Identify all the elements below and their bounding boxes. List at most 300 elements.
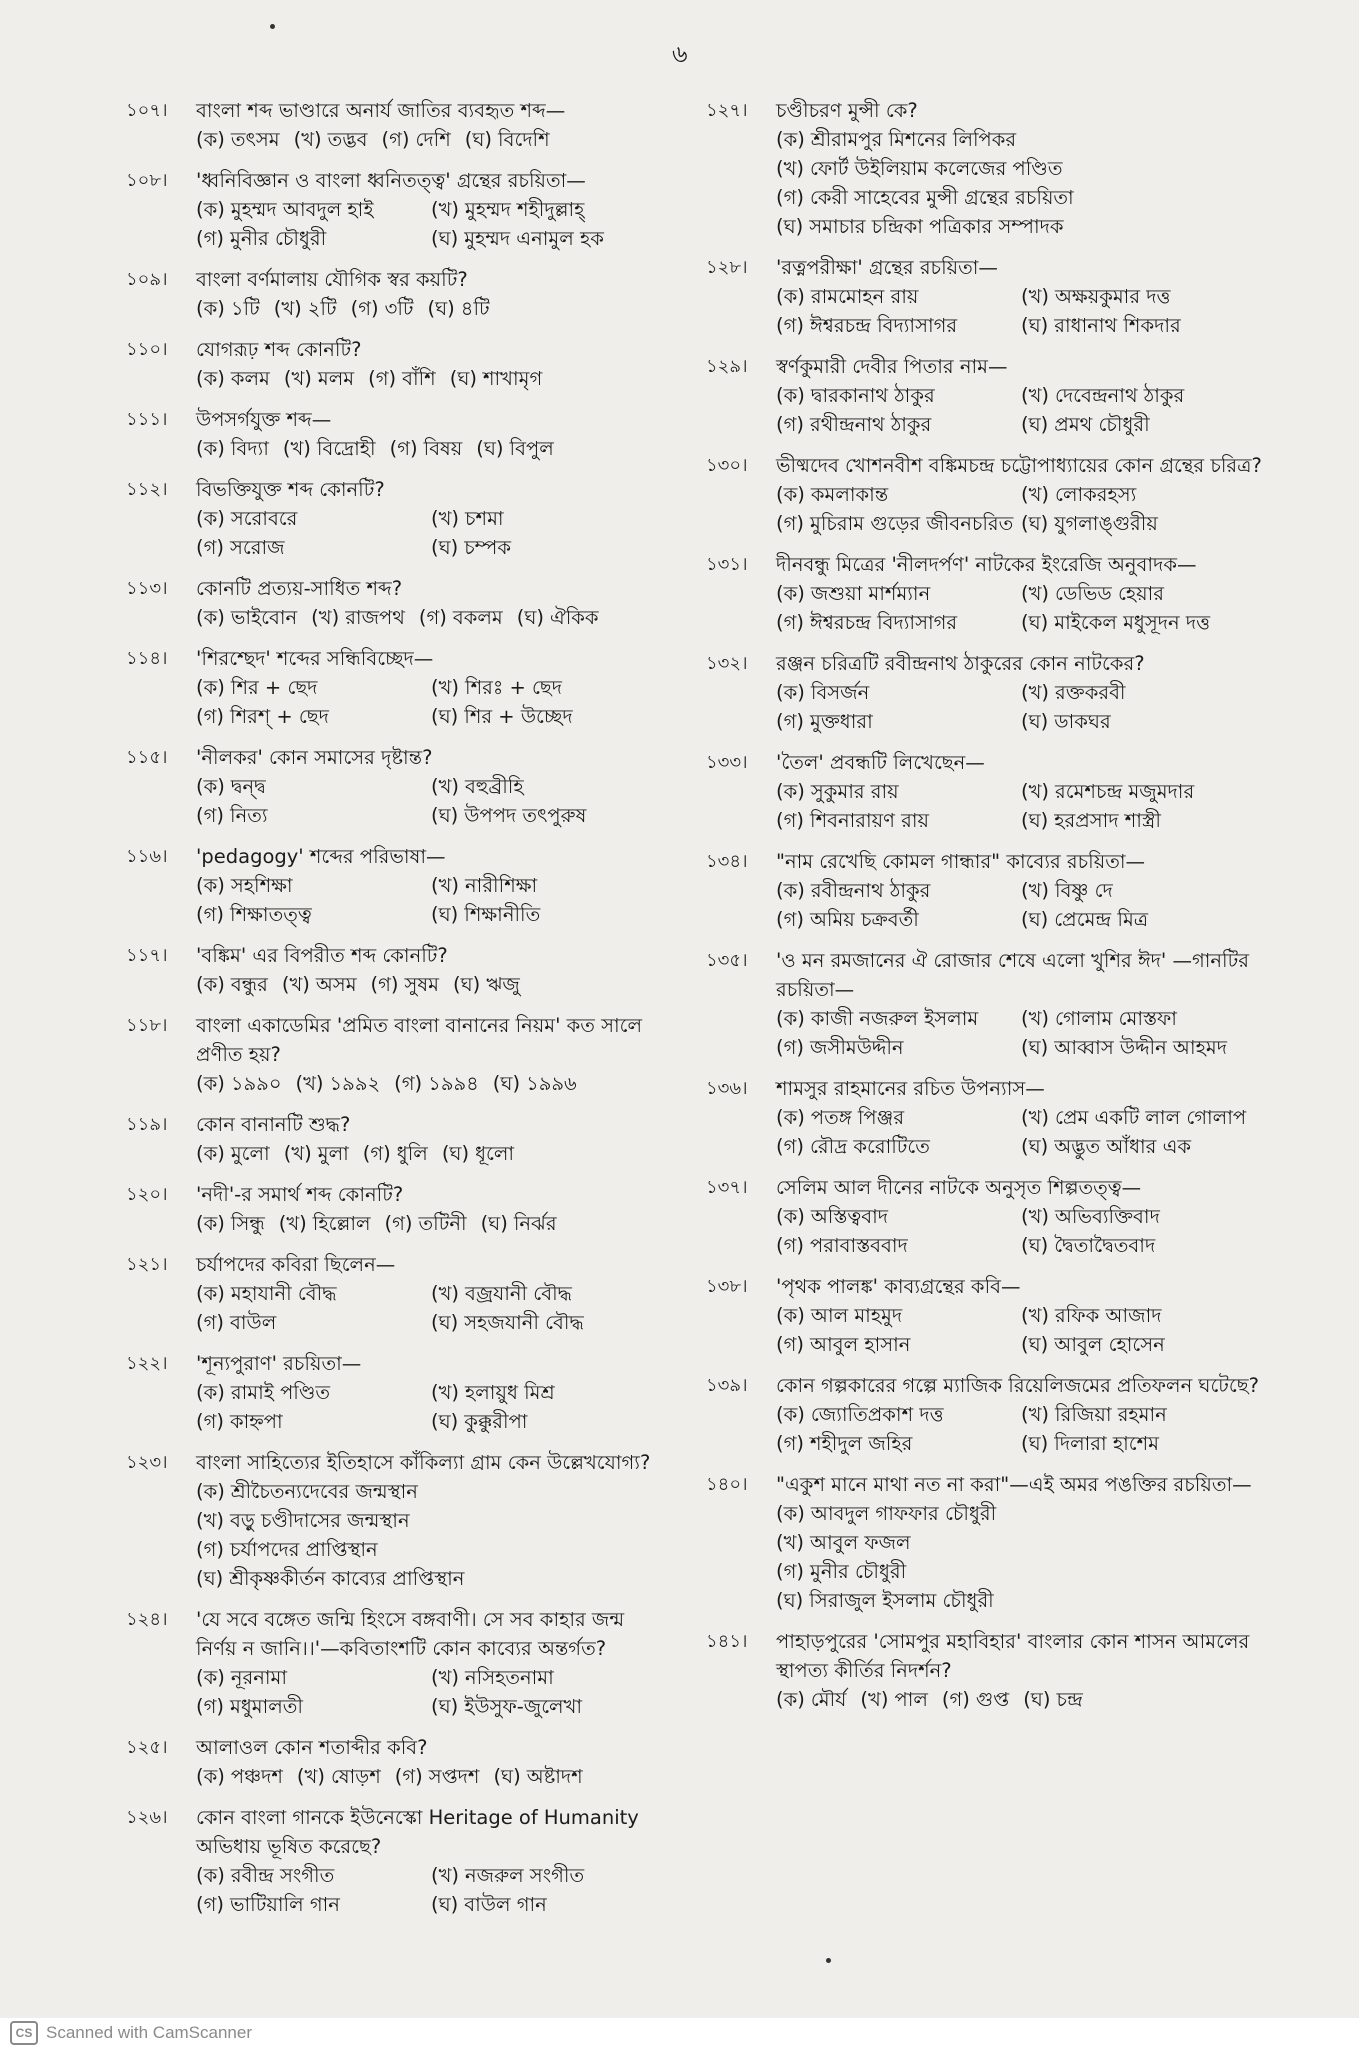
- option-marker: (ঘ): [427, 297, 455, 320]
- option-text: ২টি: [307, 297, 337, 320]
- option-marker: (খ): [431, 676, 460, 699]
- answer-option: [196, 1209, 265, 1238]
- option-text: রৌদ্র করোটিতে: [810, 1135, 930, 1158]
- answer-option: [296, 1069, 381, 1098]
- question-item: [126, 1110, 666, 1168]
- option-marker: (গ): [776, 413, 804, 436]
- option-text: সহশিক্ষা: [230, 874, 293, 897]
- option-list: [776, 876, 1266, 934]
- answer-option: [431, 1663, 666, 1692]
- option-marker: (ঘ): [1021, 413, 1049, 436]
- answer-option: [395, 1762, 480, 1791]
- option-text: চম্পক: [464, 536, 512, 559]
- option-marker: (গ): [196, 1538, 224, 1561]
- answer-option: [431, 871, 666, 900]
- question-number: ১১৬।: [126, 846, 168, 867]
- question-number: ১৩৩।: [706, 752, 748, 773]
- option-marker: (ঘ): [1023, 1688, 1051, 1711]
- question-stem: 'রত্নপরীক্ষা' গ্রন্থের রচয়িতা—: [776, 256, 998, 279]
- question-item: [706, 96, 1266, 241]
- option-text: ধুলি: [396, 1142, 428, 1165]
- answer-option: [196, 1692, 431, 1721]
- question-stem: উপসর্গযুক্ত শব্দ—: [196, 408, 332, 431]
- answer-option: [431, 702, 666, 731]
- option-marker: (ঘ): [431, 1410, 459, 1433]
- option-marker: (ঘ): [431, 227, 459, 250]
- option-text: আব্বাস উদ্দীন আহমদ: [1054, 1036, 1227, 1059]
- option-marker: (গ): [389, 437, 418, 460]
- option-marker: (ক): [196, 198, 225, 221]
- option-text: প্রেমেন্দ্র মিত্র: [1054, 908, 1149, 931]
- answer-option: [431, 1378, 666, 1407]
- option-marker: (ঘ): [1021, 314, 1049, 337]
- answer-option: [776, 282, 1021, 311]
- option-marker: (খ): [431, 1864, 460, 1887]
- option-marker: (খ): [311, 606, 340, 629]
- question-stem: শামসুর রাহমানের রচিত উপন্যাস—: [776, 1077, 1045, 1100]
- option-text: নিত্য: [230, 804, 268, 827]
- option-marker: (ক): [776, 1007, 805, 1030]
- option-list: [196, 504, 666, 562]
- option-marker: (ক): [196, 676, 225, 699]
- answer-option: [196, 702, 431, 731]
- question-stem: বাংলা বর্ণমালায় যৌগিক স্বর কয়টি?: [196, 268, 468, 291]
- ink-speck: [826, 1958, 831, 1963]
- option-text: মুহম্মদ শহীদুল্লাহ্: [465, 198, 585, 221]
- question-stem: 'ধ্বনিবিজ্ঞান ও বাংলা ধ্বনিতত্ত্ব' গ্রন্থের রচয়িতা—: [196, 169, 586, 192]
- option-marker: (খ): [776, 1531, 805, 1554]
- answer-option: [1021, 579, 1266, 608]
- question-stem: দীনবন্ধু মিত্রের 'নীলদর্পণ' নাটকের ইংরেজি অনুবাদক—: [776, 553, 1197, 576]
- option-marker: (ক): [196, 1480, 225, 1503]
- answer-option: [311, 603, 405, 632]
- option-text: দ্বৈতাদ্বৈতবাদ: [1054, 1234, 1156, 1257]
- option-marker: (ঘ): [464, 128, 493, 151]
- option-marker: (ক): [196, 1072, 225, 1095]
- option-text: বিদ্যা: [230, 437, 269, 460]
- option-list: [196, 1861, 666, 1919]
- answer-option: [465, 125, 550, 154]
- option-text: বন্ধুর: [230, 973, 268, 996]
- option-text: হলায়ুধ মিশ্র: [465, 1381, 555, 1404]
- question-item: [706, 550, 1266, 637]
- option-text: বাউল গান: [464, 1893, 547, 1916]
- option-text: বড়ু চণ্ডীদাসের জন্মস্থান: [230, 1509, 410, 1532]
- question-stem: 'নদী'-র সমার্থ শব্দ কোনটি?: [196, 1183, 404, 1206]
- option-text: আবুল হাসান: [810, 1333, 911, 1356]
- ink-speck: [270, 24, 275, 29]
- answer-option: [776, 876, 1021, 905]
- answer-option: [196, 125, 280, 154]
- option-marker: (ঘ): [431, 536, 459, 559]
- option-list: [776, 678, 1266, 736]
- answer-option: [196, 970, 268, 999]
- option-text: হরপ্রসাদ শাস্ত্রী: [1054, 809, 1161, 832]
- option-text: শ্রীরামপুর মিশনের লিপিকর: [810, 128, 1017, 151]
- answer-option: [368, 364, 436, 393]
- answer-option: [776, 1301, 1021, 1330]
- option-text: অভিব্যক্তিবাদ: [1055, 1205, 1160, 1228]
- option-marker: (ক): [776, 1403, 805, 1426]
- option-text: রক্তকরবী: [1055, 681, 1126, 704]
- answer-option: [196, 1564, 666, 1593]
- answer-option: [776, 1429, 1021, 1458]
- option-text: কলম: [230, 367, 270, 390]
- option-text: শিরশ্ + ছেদ: [230, 705, 329, 728]
- option-list: [196, 434, 666, 463]
- question-stem: কোনটি প্রত্যয়-সাধিত শব্দ?: [196, 577, 403, 600]
- option-text: কাহ্নপা: [230, 1410, 283, 1433]
- question-number: ১২৫।: [126, 1737, 168, 1758]
- answer-option: [860, 1685, 927, 1714]
- answer-option: [776, 806, 1021, 835]
- question-stem: 'ও মন রমজানের ঐ রোজার শেষে এলো খুশির ঈদ' —গানটির রচয়িতা—: [776, 949, 1249, 1001]
- option-marker: (গ): [776, 1135, 804, 1158]
- option-marker: (ক): [776, 483, 805, 506]
- answer-option: [431, 673, 666, 702]
- scanner-watermark-text: Scanned with CamScanner: [46, 2023, 253, 2042]
- option-text: মুনীর চৌধুরী: [230, 227, 327, 250]
- option-marker: (ক): [196, 1765, 225, 1788]
- answer-option: [1021, 311, 1266, 340]
- question-stem: বাংলা সাহিত্যের ইতিহাসে কাঁকিল্যা গ্রাম কেন উল্লেখযোগ্য?: [196, 1451, 651, 1474]
- answer-option: [493, 1762, 582, 1791]
- option-text: মহাযানী বৌদ্ধ: [230, 1282, 337, 1305]
- option-text: বিদ্রোহী: [316, 437, 376, 460]
- option-marker: (ক): [196, 1381, 225, 1404]
- question-item: [706, 1074, 1266, 1161]
- answer-option: [517, 603, 599, 632]
- option-text: নূরনামা: [230, 1666, 288, 1689]
- option-marker: (খ): [431, 775, 460, 798]
- option-marker: (খ): [1021, 483, 1050, 506]
- option-text: মাইকেল মধুসূদন দত্ত: [1054, 611, 1211, 634]
- answer-option: [776, 1004, 1021, 1033]
- option-text: মৌর্য: [810, 1688, 847, 1711]
- question-item: [126, 1448, 666, 1593]
- option-marker: (গ): [394, 1765, 423, 1788]
- option-text: সুষম: [404, 973, 439, 996]
- option-text: ঈশ্বরচন্দ্র বিদ্যাসাগর: [810, 611, 958, 634]
- answer-option: [196, 1308, 431, 1337]
- question-number: ১১৫।: [126, 747, 168, 768]
- answer-option: [776, 410, 1021, 439]
- question-item: [126, 475, 666, 562]
- option-marker: (ঘ): [1021, 1333, 1049, 1356]
- option-marker: (খ): [282, 437, 311, 460]
- answer-option: [1021, 1429, 1266, 1458]
- answer-option: [1021, 1301, 1266, 1330]
- question-stem: বাংলা একাডেমির 'প্রমিত বাংলা বানানের নিয়ম' কত সালে প্রণীত হয়?: [196, 1014, 643, 1066]
- option-list: [776, 777, 1266, 835]
- option-marker: (ঘ): [516, 606, 545, 629]
- question-number: ১০৭।: [126, 100, 168, 121]
- answer-option: [1021, 1132, 1266, 1161]
- option-text: নারীশিক্ষা: [465, 874, 538, 897]
- question-item: [706, 1272, 1266, 1359]
- answer-option: [776, 905, 1021, 934]
- question-item: [706, 748, 1266, 835]
- option-marker: (ঘ): [431, 1311, 459, 1334]
- option-text: ডেভিড হেয়ার: [1055, 582, 1164, 605]
- question-number: ১০৮।: [126, 170, 168, 191]
- option-list: [776, 1499, 1266, 1615]
- option-marker: (ঘ): [431, 705, 459, 728]
- option-marker: (গ): [776, 710, 804, 733]
- option-text: শির + ছেদ: [230, 676, 318, 699]
- option-text: মুলো: [230, 1142, 270, 1165]
- option-text: বজ্রযানী বৌদ্ধ: [465, 1282, 572, 1305]
- answer-option: [776, 212, 1266, 241]
- answer-option: [196, 1535, 666, 1564]
- option-text: মুক্তধারা: [810, 710, 873, 733]
- option-marker: (ক): [196, 874, 225, 897]
- camscanner-logo-icon: CS: [10, 2021, 38, 2045]
- question-number: ১১২।: [126, 479, 168, 500]
- option-marker: (খ): [1021, 285, 1050, 308]
- option-marker: (গ): [776, 512, 804, 535]
- option-text: তটিনী: [418, 1212, 467, 1235]
- option-marker: (ক): [196, 367, 225, 390]
- question-stem: 'তৈল' প্রবন্ধটি লিখেছেন—: [776, 751, 985, 774]
- option-text: ১টি: [230, 297, 260, 320]
- answer-option: [196, 801, 431, 830]
- option-marker: (গ): [776, 908, 804, 931]
- answer-option: [476, 434, 553, 463]
- option-list: [776, 1400, 1266, 1458]
- question-item: [126, 574, 666, 632]
- question-stem: 'যে সবে বঙ্গেত জন্মি হিংসে বঙ্গবাণী। সে সব কাহার জন্ম নির্ণয় ন জানি।।'—কবিতাংশটি কোন কাব্যের অন্তর্গত?: [196, 1608, 625, 1660]
- option-list: [776, 1004, 1266, 1062]
- option-text: চর্যাপদের প্রাপ্তিস্থান: [230, 1538, 378, 1561]
- option-marker: (ঘ): [492, 1072, 521, 1095]
- question-stem: ভীষ্মদেব খোশনবীশ বঙ্কিমচন্দ্র চট্টোপাধ্যায়ের কোন গ্রন্থের চরিত্র?: [776, 454, 1262, 477]
- answer-option: [431, 1308, 666, 1337]
- option-text: কুক্কুরীপা: [464, 1410, 528, 1433]
- option-marker: (খ): [283, 367, 312, 390]
- question-item: [126, 941, 666, 999]
- answer-option: [431, 533, 666, 562]
- question-number: ১২৯।: [706, 356, 748, 377]
- answer-option: [196, 1762, 283, 1791]
- option-text: সরোবরে: [230, 507, 298, 530]
- option-marker: (খ): [1021, 582, 1050, 605]
- option-text: ষোড়শ: [330, 1765, 381, 1788]
- answer-option: [776, 1499, 1266, 1528]
- answer-option: [431, 195, 666, 224]
- answer-option: [776, 678, 1021, 707]
- option-marker: (গ): [196, 705, 224, 728]
- answer-option: [493, 1069, 577, 1098]
- answer-option: [1021, 509, 1266, 538]
- option-marker: (ঘ): [776, 1589, 804, 1612]
- question-item: [706, 451, 1266, 538]
- option-text: রথীন্দ্রনাথ ঠাকুর: [810, 413, 932, 436]
- answer-option: [1021, 1330, 1266, 1359]
- answer-option: [1021, 282, 1266, 311]
- answer-option: [196, 364, 270, 393]
- answer-option: [776, 311, 1021, 340]
- question-number: ১৩৮।: [706, 1276, 748, 1297]
- option-marker: (ক): [776, 582, 805, 605]
- answer-option: [776, 608, 1021, 637]
- option-marker: (ঘ): [480, 1212, 508, 1235]
- question-item: [126, 335, 666, 393]
- option-text: ঐকিক: [550, 606, 599, 629]
- option-text: রবীন্দ্র সংগীত: [230, 1864, 335, 1887]
- answer-option: [776, 381, 1021, 410]
- option-text: রিজিয়া রহমান: [1055, 1403, 1167, 1426]
- option-text: মুচিরাম গুড়ের জীবনচরিত: [810, 512, 1014, 535]
- option-list: [776, 1301, 1266, 1359]
- option-marker: (খ): [1021, 1205, 1050, 1228]
- answer-option: [1021, 707, 1266, 736]
- question-number: ১১৮।: [126, 1015, 168, 1036]
- answer-option: [776, 777, 1021, 806]
- option-marker: (ঘ): [431, 1893, 459, 1916]
- option-marker: (ঘ): [476, 437, 504, 460]
- option-marker: (ক): [196, 973, 225, 996]
- option-list: [776, 1103, 1266, 1161]
- answer-option: [1023, 1685, 1083, 1714]
- option-text: অক্ষয়কুমার দত্ত: [1055, 285, 1171, 308]
- option-text: যুগলাঙ্গুরীয়: [1054, 512, 1158, 535]
- option-text: সপ্তদশ: [428, 1765, 480, 1788]
- option-text: বহুব্রীহি: [465, 775, 524, 798]
- answer-option: [776, 1103, 1021, 1132]
- option-list: [196, 772, 666, 830]
- option-text: আবুল হোসেন: [1054, 1333, 1165, 1356]
- question-stem: স্বর্ণকুমারী দেবীর পিতার নাম—: [776, 355, 1008, 378]
- answer-option: [196, 504, 431, 533]
- option-text: পঞ্চদশ: [230, 1765, 283, 1788]
- option-text: আবুল ফজল: [810, 1531, 911, 1554]
- option-marker: (গ): [196, 804, 224, 827]
- question-number: ১৩০।: [706, 455, 748, 476]
- option-text: শিক্ষাতত্ত্ব: [230, 903, 312, 926]
- question-number: ১৪১।: [706, 1631, 748, 1652]
- option-text: রাজপথ: [345, 606, 405, 629]
- answer-option: [431, 1890, 666, 1919]
- option-marker: (গ): [196, 227, 224, 250]
- option-marker: (ক): [776, 879, 805, 902]
- option-marker: (গ): [776, 809, 804, 832]
- option-text: চন্দ্র: [1056, 1688, 1083, 1711]
- option-marker: (ঘ): [1021, 611, 1049, 634]
- option-text: মুলা: [317, 1142, 349, 1165]
- option-text: অমিয় চক্রবর্তী: [810, 908, 919, 931]
- option-marker: (ঘ): [1021, 1234, 1049, 1257]
- option-text: বিষয়: [423, 437, 463, 460]
- option-text: মধুমালতী: [230, 1695, 303, 1718]
- answer-option: [196, 772, 431, 801]
- question-number: ১২৩।: [126, 1452, 168, 1473]
- option-marker: (গ): [368, 367, 397, 390]
- option-text: সহজযানী বৌদ্ধ: [464, 1311, 584, 1334]
- option-marker: (ঘ): [1021, 908, 1049, 931]
- question-stem: কোন গল্পকারের গল্পে ম্যাজিক রিয়েলিজমের প্রতিফলন ঘটেছে?: [776, 1374, 1259, 1397]
- option-list: [776, 125, 1266, 241]
- question-item: [706, 847, 1266, 934]
- answer-option: [428, 294, 490, 323]
- question-item: [126, 1605, 666, 1721]
- answer-option: [1021, 480, 1266, 509]
- option-list: [776, 1202, 1266, 1260]
- option-text: ১৯৯৬: [526, 1072, 577, 1095]
- question-stem: সেলিম আল দীনের নাটকে অনুসৃত শিল্পতত্ত্ব—: [776, 1176, 1142, 1199]
- option-list: [196, 1762, 666, 1791]
- answer-option: [776, 1033, 1021, 1062]
- question-number: ১৩১।: [706, 554, 748, 575]
- answer-option: [1021, 905, 1266, 934]
- option-text: রবীন্দ্রনাথ ঠাকুর: [810, 879, 931, 902]
- answer-option: [431, 1861, 666, 1890]
- option-marker: (গ): [196, 1893, 224, 1916]
- option-text: নির্ঝর: [513, 1212, 557, 1235]
- question-number: ১০৯।: [126, 269, 168, 290]
- answer-option: [196, 434, 269, 463]
- option-marker: (ঘ): [776, 215, 804, 238]
- option-text: সুকুমার রায়: [810, 780, 899, 803]
- option-marker: (খ): [431, 1666, 460, 1689]
- option-marker: (ঘ): [1021, 512, 1049, 535]
- option-marker: (খ): [1021, 1403, 1050, 1426]
- option-text: ধূলো: [475, 1142, 515, 1165]
- option-marker: (গ): [381, 128, 410, 151]
- option-text: বিসর্জন: [810, 681, 870, 704]
- option-marker: (গ): [776, 1560, 804, 1583]
- option-text: সরোজ: [230, 536, 285, 559]
- option-text: জসীমউদ্দীন: [810, 1036, 904, 1059]
- answer-option: [196, 1139, 270, 1168]
- option-text: নজরুল সংগীত: [465, 1864, 585, 1887]
- answer-option: [351, 294, 414, 323]
- question-stem: 'বঙ্কিম' এর বিপরীত শব্দ কোনটি?: [196, 944, 448, 967]
- question-stem: "নাম রেখেছি কোমল গান্ধার" কাব্যের রচয়িতা—: [776, 850, 1146, 873]
- question-item: [706, 253, 1266, 340]
- option-marker: (ঘ): [441, 1142, 470, 1165]
- option-text: শিবনারায়ণ রায়: [810, 809, 929, 832]
- option-marker: (খ): [293, 128, 322, 151]
- right-column: [706, 96, 1266, 1726]
- option-marker: (খ): [296, 1765, 325, 1788]
- option-text: সিন্ধু: [230, 1212, 265, 1235]
- option-list: [196, 1477, 666, 1593]
- option-marker: (গ): [941, 1688, 970, 1711]
- option-text: তৎসম: [230, 128, 280, 151]
- question-stem: চর্যাপদের কবিরা ছিলেন—: [196, 1253, 396, 1276]
- option-marker: (ঘ): [431, 804, 459, 827]
- answer-option: [431, 1692, 666, 1721]
- question-stem: 'শিরশ্ছেদ' শব্দের সন্ধিবিচ্ছেদ—: [196, 647, 434, 670]
- option-text: মুনীর চৌধুরী: [810, 1560, 907, 1583]
- option-marker: (গ): [418, 606, 447, 629]
- option-text: ভাটিয়ালি গান: [230, 1893, 340, 1916]
- option-text: মলম: [317, 367, 355, 390]
- option-marker: (ঘ): [1021, 710, 1049, 733]
- option-marker: (ক): [776, 780, 805, 803]
- answer-option: [196, 195, 431, 224]
- answer-option: [431, 772, 666, 801]
- question-number: ১২০।: [126, 1184, 168, 1205]
- question-item: [126, 644, 666, 731]
- question-number: ১৩৫।: [706, 950, 748, 971]
- question-item: [126, 96, 666, 154]
- answer-option: [196, 1663, 431, 1692]
- option-marker: (ক): [196, 1212, 225, 1235]
- answer-option: [382, 125, 451, 154]
- option-text: পাল: [894, 1688, 928, 1711]
